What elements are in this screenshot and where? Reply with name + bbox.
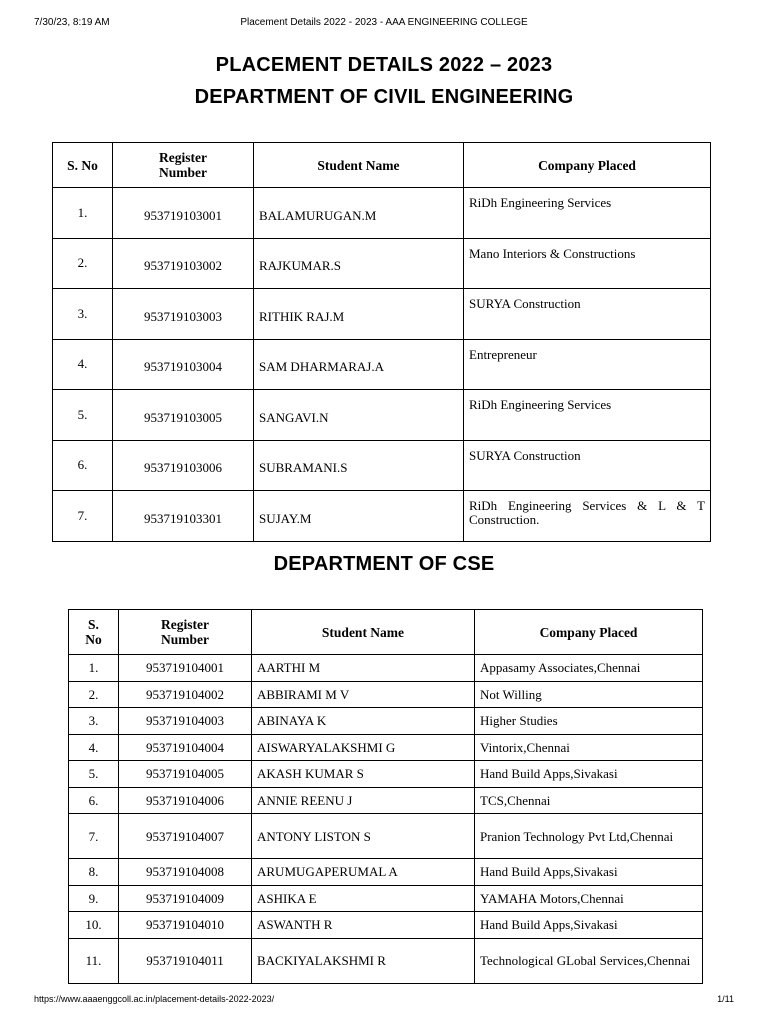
cell-student-name: ABBIRAMI M V xyxy=(252,681,475,708)
column-header-company-placed: Company Placed xyxy=(475,610,703,655)
civil-department-title: DEPARTMENT OF CIVIL ENGINEERING xyxy=(194,86,574,108)
cell-register-number: 953719103002 xyxy=(113,238,254,289)
table-row xyxy=(53,188,711,239)
print-header xyxy=(0,10,768,26)
cell-company-placed: Hand Build Apps,Sivakasi xyxy=(475,912,703,939)
table-header-row xyxy=(53,143,711,188)
cell-sno: 6. xyxy=(69,787,119,814)
cell-sno: 7. xyxy=(53,491,113,542)
cell-sno: 10. xyxy=(69,912,119,939)
cell-student-name: AARTHI M xyxy=(252,655,475,682)
cell-company-placed: Entrepreneur xyxy=(464,339,711,390)
civil-placement-table xyxy=(52,142,711,542)
cell-company-placed: Hand Build Apps,Sivakasi xyxy=(475,859,703,886)
cell-student-name: SUJAY.M xyxy=(254,491,464,542)
cell-student-name: ANNIE REENU J xyxy=(252,787,475,814)
cell-register-number: 953719104002 xyxy=(119,681,252,708)
column-header-company-placed: Company Placed xyxy=(464,143,711,188)
cell-sno: 9. xyxy=(69,885,119,912)
cell-company-placed: SURYA Construction xyxy=(464,440,711,491)
cell-student-name: ANTONY LISTON S xyxy=(252,814,475,859)
cell-company-placed: Not Willing xyxy=(475,681,703,708)
cell-company-placed: Higher Studies xyxy=(475,708,703,735)
table-row xyxy=(69,814,703,859)
cell-company-placed: RiDh Engineering Services xyxy=(464,390,711,441)
cell-register-number: 953719104011 xyxy=(119,938,252,983)
cell-company-placed: TCS,Chennai xyxy=(475,787,703,814)
table-row xyxy=(69,761,703,788)
print-footer xyxy=(0,994,768,1010)
column-header-student-name: Student Name xyxy=(254,143,464,188)
table-row xyxy=(69,912,703,939)
cell-student-name: AKASH KUMAR S xyxy=(252,761,475,788)
column-header-register-number: Register Number xyxy=(119,610,252,655)
cell-company-placed: YAMAHA Motors,Chennai xyxy=(475,885,703,912)
table-row xyxy=(69,885,703,912)
column-header-register-number: Register Number xyxy=(113,143,254,188)
cell-student-name: SANGAVI.N xyxy=(254,390,464,441)
cell-register-number: 953719104003 xyxy=(119,708,252,735)
table-header-row xyxy=(69,610,703,655)
cell-student-name: SUBRAMANI.S xyxy=(254,440,464,491)
cell-register-number: 953719104008 xyxy=(119,859,252,886)
cell-register-number: 953719103005 xyxy=(113,390,254,441)
cse-placement-table xyxy=(68,609,703,984)
cell-sno: 8. xyxy=(69,859,119,886)
cell-student-name: BALAMURUGAN.M xyxy=(254,188,464,239)
table-row xyxy=(53,289,711,340)
cell-register-number: 953719104010 xyxy=(119,912,252,939)
cell-register-number: 953719103004 xyxy=(113,339,254,390)
cell-student-name: AISWARYALAKSHMI G xyxy=(252,734,475,761)
cell-register-number: 953719103301 xyxy=(113,491,254,542)
cell-student-name: ARUMUGAPERUMAL A xyxy=(252,859,475,886)
table-row xyxy=(53,238,711,289)
table-row xyxy=(69,734,703,761)
print-page-number: 1/11 xyxy=(717,994,734,1004)
cell-register-number: 953719104007 xyxy=(119,814,252,859)
cell-student-name: ASWANTH R xyxy=(252,912,475,939)
cell-register-number: 953719103006 xyxy=(113,440,254,491)
table-row xyxy=(69,859,703,886)
cell-sno: 4. xyxy=(53,339,113,390)
cell-company-placed: SURYA Construction xyxy=(464,289,711,340)
cell-company-placed: RiDh Engineering Services & L & T Construction. xyxy=(464,491,711,542)
cell-sno: 11. xyxy=(69,938,119,983)
table-row xyxy=(69,938,703,983)
table-row xyxy=(53,390,711,441)
cell-register-number: 953719103001 xyxy=(113,188,254,239)
cell-sno: 7. xyxy=(69,814,119,859)
cell-sno: 4. xyxy=(69,734,119,761)
table-row xyxy=(69,708,703,735)
table-row xyxy=(53,491,711,542)
column-header-student-name: Student Name xyxy=(252,610,475,655)
table-row xyxy=(53,339,711,390)
cell-company-placed: Pranion Technology Pvt Ltd,Chennai xyxy=(475,814,703,859)
cell-student-name: ASHIKA E xyxy=(252,885,475,912)
cell-company-placed: Appasamy Associates,Chennai xyxy=(475,655,703,682)
cell-sno: 1. xyxy=(69,655,119,682)
column-header-sno: S. No xyxy=(69,610,119,655)
cell-sno: 3. xyxy=(69,708,119,735)
cell-sno: 5. xyxy=(69,761,119,788)
cell-student-name: RAJKUMAR.S xyxy=(254,238,464,289)
cell-student-name: ABINAYA K xyxy=(252,708,475,735)
cse-department-title: DEPARTMENT OF CSE xyxy=(273,553,495,575)
print-page-title: Placement Details 2022 - 2023 - AAA ENGINEERING COLLEGE xyxy=(240,17,528,28)
cell-company-placed: Mano Interiors & Constructions xyxy=(464,238,711,289)
table-row xyxy=(69,655,703,682)
cell-company-placed: RiDh Engineering Services xyxy=(464,188,711,239)
cell-sno: 3. xyxy=(53,289,113,340)
table-row xyxy=(53,440,711,491)
cell-register-number: 953719103003 xyxy=(113,289,254,340)
cell-sno: 5. xyxy=(53,390,113,441)
cell-student-name: RITHIK RAJ.M xyxy=(254,289,464,340)
cell-student-name: BACKIYALAKSHMI R xyxy=(252,938,475,983)
cell-register-number: 953719104006 xyxy=(119,787,252,814)
cell-student-name: SAM DHARMARAJ.A xyxy=(254,339,464,390)
cell-register-number: 953719104004 xyxy=(119,734,252,761)
cell-sno: 6. xyxy=(53,440,113,491)
cell-register-number: 953719104009 xyxy=(119,885,252,912)
print-url: https://www.aaaenggcoll.ac.in/placement-details-2022-2023/ xyxy=(34,994,275,1004)
cell-sno: 1. xyxy=(53,188,113,239)
cell-register-number: 953719104001 xyxy=(119,655,252,682)
cell-company-placed: Vintorix,Chennai xyxy=(475,734,703,761)
print-datetime: 7/30/23, 8:19 AM xyxy=(34,17,110,28)
cell-sno: 2. xyxy=(53,238,113,289)
cell-company-placed: Technological GLobal Services,Chennai xyxy=(475,938,703,983)
table-row xyxy=(69,787,703,814)
column-header-sno: S. No xyxy=(53,143,113,188)
table-row xyxy=(69,681,703,708)
cell-sno: 2. xyxy=(69,681,119,708)
page-title: PLACEMENT DETAILS 2022 – 2023 xyxy=(215,54,553,76)
cell-register-number: 953719104005 xyxy=(119,761,252,788)
cell-company-placed: Hand Build Apps,Sivakasi xyxy=(475,761,703,788)
